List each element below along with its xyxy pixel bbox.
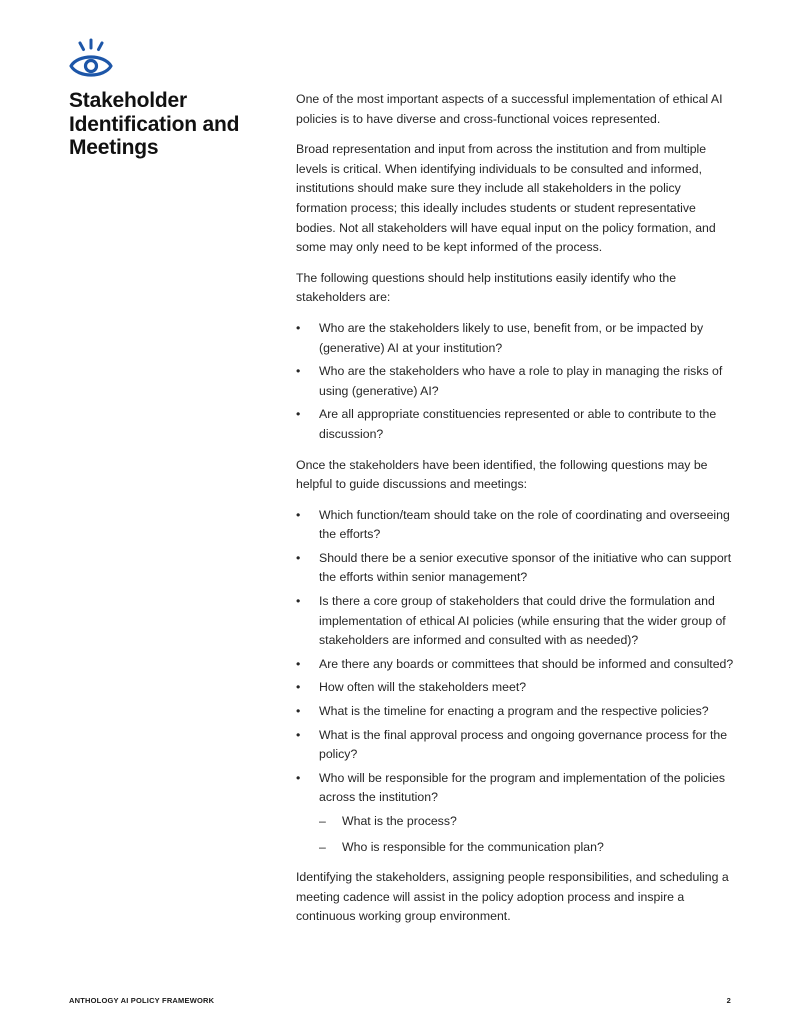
body-content bbox=[296, 90, 734, 938]
bullet: • bbox=[296, 704, 301, 719]
bullet: • bbox=[296, 550, 301, 565]
identify-questions-list bbox=[296, 319, 734, 445]
list-item: • Is there a core group of stakeholders that could drive the formulation and implementation of ethical AI policies (while ensuring that the wider group of stakeholders are informed and consulted with as needed)? bbox=[296, 594, 726, 648]
closing-paragraph: Identifying the stakeholders, assigning people responsibilities, and scheduling a meeting cadence will assist in the policy adoption process and inspire a continuous working group environment. bbox=[296, 870, 729, 924]
identify-questions-intro: The following questions should help institutions easily identify who the stakeholders are: bbox=[296, 270, 677, 305]
bullet: • bbox=[296, 364, 301, 379]
list-item: • Which function/team should take on the role of coordinating and overseeing the efforts? bbox=[296, 507, 730, 542]
list-item: • Who are the stakeholders who have a role to play in managing the risks of using (generative) AI? bbox=[296, 364, 723, 398]
list-item: • Who will be responsible for the program and implementation of the policies across the institution? – What is the process? – Who is responsible for the communication plan? bbox=[296, 769, 734, 857]
bullet: • bbox=[296, 770, 301, 785]
meeting-questions-list bbox=[296, 506, 734, 858]
dash-bullet: – bbox=[319, 839, 326, 854]
list-item: • Should there be a senior executive sponsor of the initiative who can support the efforts within senior management? bbox=[296, 550, 732, 585]
bullet: • bbox=[296, 594, 301, 609]
list-item: • What is the final approval process and ongoing governance process for the policy? bbox=[296, 727, 728, 762]
representation-paragraph: Broad representation and input from across the institution and from multiple levels is critical. When identifying individuals to be consulted and informed, institutions should make sure they include all stakeholders in the policy formation process; this ideally includes students or student representative bodies. Not all stakeholders will have equal input on the policy formation, and some may only need to be kept informed of the process. bbox=[296, 142, 716, 255]
list-item: • Are there any boards or committees that should be informed and consulted? bbox=[296, 655, 734, 675]
bullet: • bbox=[296, 680, 301, 695]
page-number: 2 bbox=[726, 996, 731, 1005]
meeting-questions-intro: Once the stakeholders have been identified, the following questions may be helpful to guide discussions and meetings: bbox=[296, 457, 708, 492]
list-item: • Who are the stakeholders likely to use, benefit from, or be impacted by (generative) AI at your institution? bbox=[296, 320, 704, 355]
sublist-item: – Who is responsible for the communication plan? bbox=[319, 838, 734, 858]
page-title: Stakeholder Identification and Meetings bbox=[69, 89, 240, 159]
responsibility-sublist bbox=[319, 812, 734, 857]
bullet: • bbox=[296, 656, 301, 671]
bullet: • bbox=[296, 407, 301, 422]
footer-title: ANTHOLOGY AI POLICY FRAMEWORK bbox=[69, 996, 215, 1005]
list-item: • What is the timeline for enacting a program and the respective policies? bbox=[296, 702, 734, 722]
list-item: • How often will the stakeholders meet? bbox=[296, 678, 734, 698]
bullet: • bbox=[296, 320, 301, 335]
list-item: • Are all appropriate constituencies represented or able to contribute to the discussion? bbox=[296, 407, 717, 441]
intro-paragraph: One of the most important aspects of a successful implementation of ethical AI policies is to have diverse and cross-functional voices represented. bbox=[296, 92, 723, 126]
dash-bullet: – bbox=[319, 814, 326, 828]
eye-icon bbox=[69, 38, 113, 80]
sublist-item: – What is the process? bbox=[319, 812, 734, 832]
bullet: • bbox=[296, 727, 301, 742]
bullet: • bbox=[296, 507, 301, 522]
